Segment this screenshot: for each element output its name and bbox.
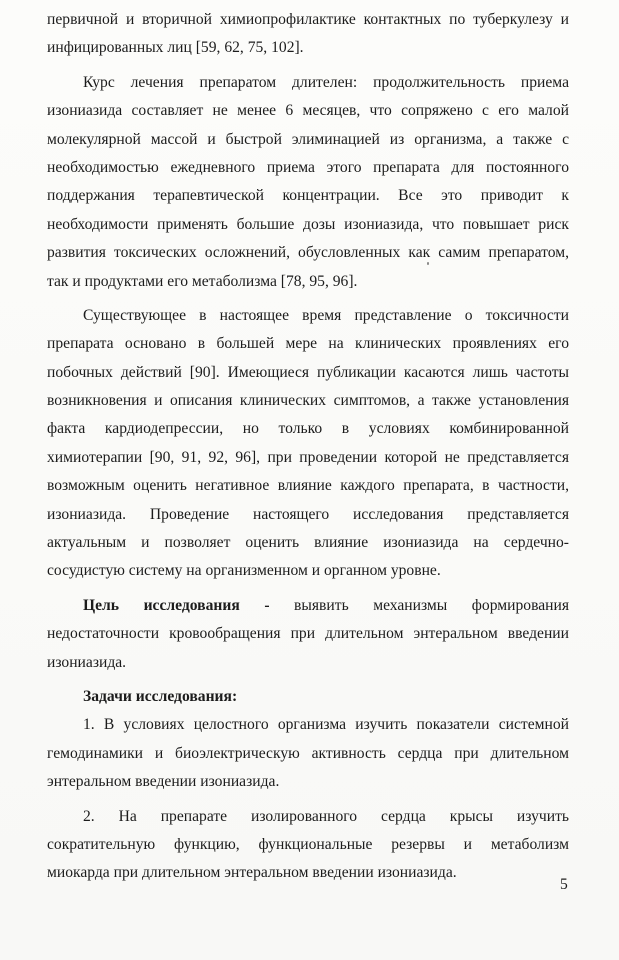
text-line: поддержания терапевтической концентрации. Все это приводит к xyxy=(47,187,569,205)
task-2-line: миокарда при длительном энтеральном введении изониазида. xyxy=(47,864,457,882)
text-line: возможным оценить негативное влияние каждого препарата, в частности, xyxy=(47,477,569,495)
text-line: факта кардиодепрессии, но только в условиях комбинированной xyxy=(47,420,569,438)
text-line: препарата основано в большей мере на клинических проявлениях его xyxy=(47,335,569,353)
tasks-heading: Задачи исследования: xyxy=(83,687,238,705)
text-line: необходимостью ежедневного приема этого препарата для постоянного xyxy=(47,158,569,176)
goal-label: Цель исследования xyxy=(83,596,240,614)
text-line: инфицированных лиц [59, 62, 75, 102]. xyxy=(47,39,304,57)
text-line: первичной и вторичной химиопрофилактике контактных по туберкулезу и xyxy=(47,11,569,28)
task-2-line: 2. На препарате изолированного сердца крысы изучить xyxy=(83,807,569,825)
text-line: изониазида составляет не менее 6 месяцев, что сопряжено с его малой xyxy=(47,102,569,120)
body-text xyxy=(47,6,569,888)
text-line: изониазида. Проведение настоящего исследования представляется xyxy=(47,505,569,523)
text-line: возникновения и описания клинических симптомов, а также установления xyxy=(47,392,569,410)
goal-text: выявить механизмы формирования xyxy=(294,596,569,614)
goal-dash: - xyxy=(264,596,270,614)
page-number: 5 xyxy=(560,876,568,893)
text-line: побочных действий [90]. Имеющиеся публикации касаются лишь частоты xyxy=(47,363,569,381)
task-1-line: гемодинамики и биоэлектрическую активность сердца при длительном xyxy=(47,744,569,762)
task-1-line: энтеральном введении изониазида. xyxy=(47,773,280,791)
text-line: так и продуктами его метаболизма [78, 95, 96]. xyxy=(47,272,358,290)
text-line: развития токсических осложнений, обусловленных как самим препаратом, xyxy=(47,244,569,262)
text-line: изониазида. xyxy=(47,653,127,671)
text-line: химиотерапии [90, 91, 92, 96], при проведении которой не представляется xyxy=(47,448,569,466)
task-1-line: 1. В условиях целостного организма изучить показатели системной xyxy=(83,716,569,734)
goal-line xyxy=(47,592,569,620)
text-line: Курс лечения препаратом длителен: продолжительность приема xyxy=(83,73,569,91)
text-line: Существующее в настоящее время представление о токсичности xyxy=(83,306,569,324)
text-line: сосудистую систему на организменном и органном уровне. xyxy=(47,562,441,580)
text-line: необходимости применять большие дозы изониазида, что повышает риск xyxy=(47,215,569,233)
text-line: недостаточности кровообращения при длительном энтеральном введении xyxy=(47,625,569,643)
text-line: актуальным и позволяет оценить влияние изониазида на сердечно- xyxy=(47,534,569,552)
task-2-line: сократительную функцию, функциональные резервы и метаболизм xyxy=(47,835,569,853)
text-line: молекулярной массой и быстрой элиминацией из организма, а также с xyxy=(47,130,569,148)
